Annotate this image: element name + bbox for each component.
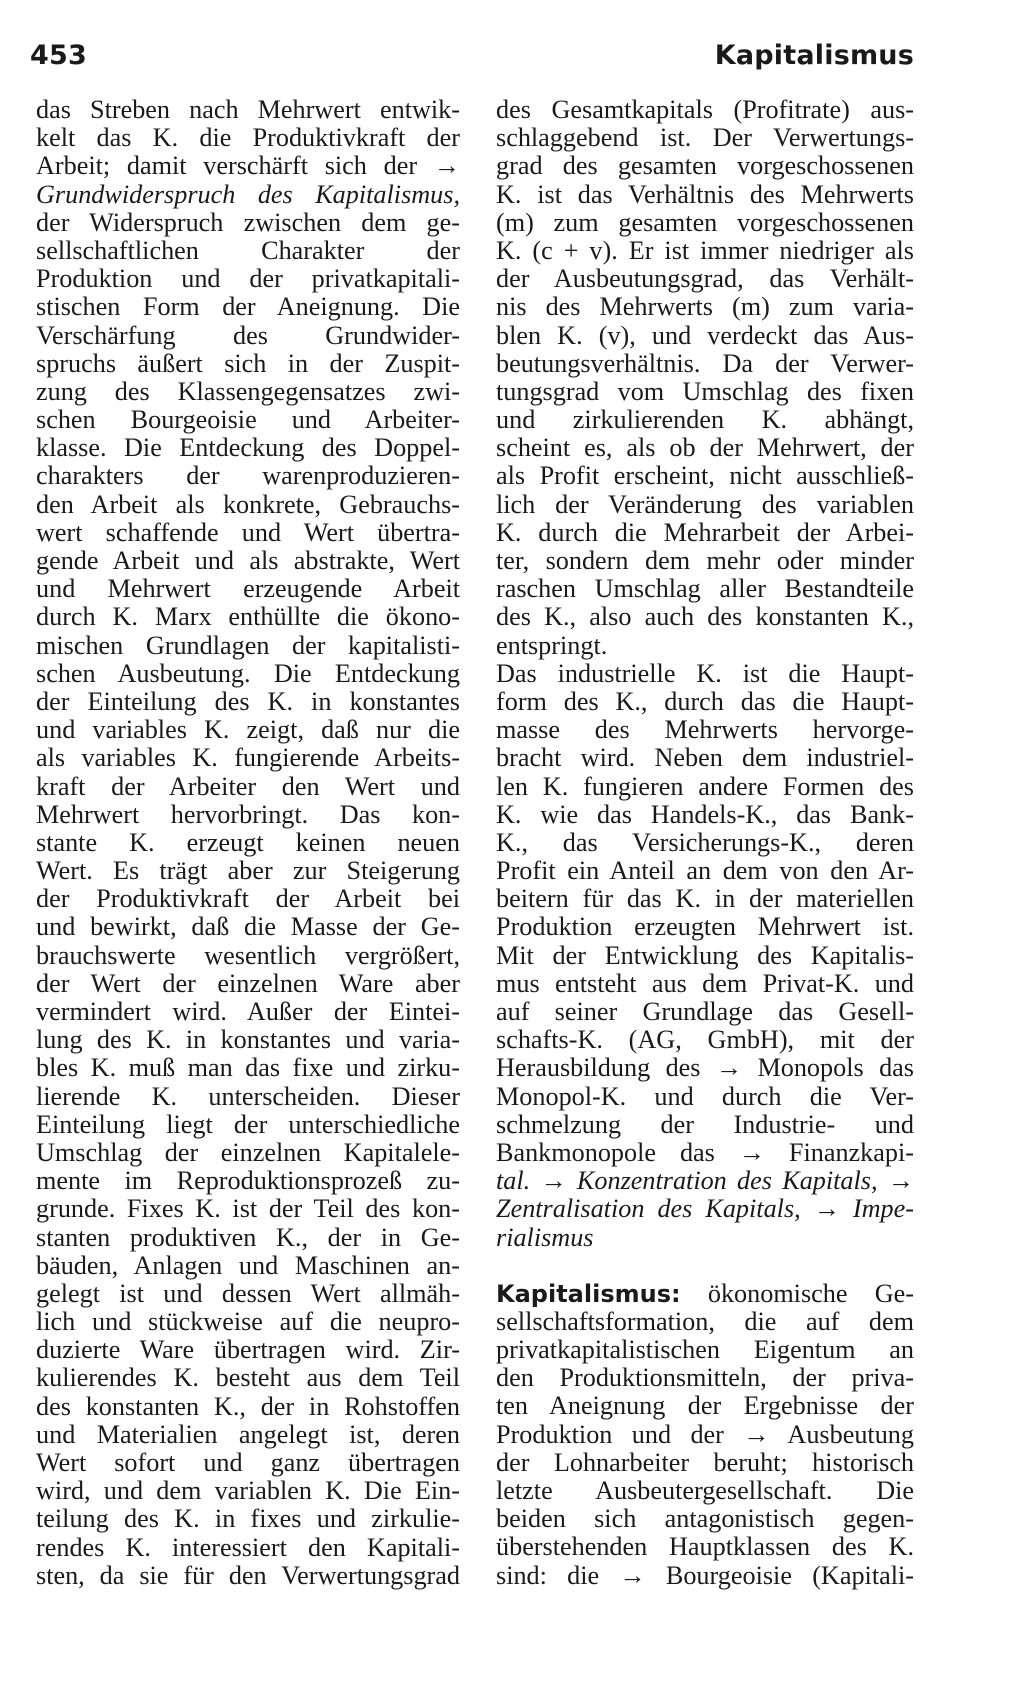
text-line: das Streben nach Mehrwert entwik- [36, 95, 460, 124]
text-line: duzierte Ware übertragen wird. Zir- [36, 1335, 460, 1365]
text-line: tal. → Konzentration des Kapitals, → [496, 1166, 914, 1196]
entry-text: ökonomische Ge- [680, 1278, 914, 1308]
text-line: durch K. Marx enthüllte die ökono- [36, 602, 460, 632]
text-line: als variables K. fungierende Arbeits- [36, 743, 460, 773]
text-line: schafts-K. (AG, GmbH), mit der [496, 1025, 914, 1055]
text-line: und variables K. zeigt, daß nur die [36, 715, 460, 745]
text-line: K., das Versicherungs-K., deren [496, 827, 914, 857]
text-line: Herausbildung des → Monopols das [496, 1053, 914, 1083]
text-line: sind: die → Bourgeoisie (Kapitali- [496, 1560, 914, 1590]
text-line: len K. fungieren andere Formen des [496, 771, 914, 801]
text-line: mischen Grundlagen der kapitalisti- [36, 630, 460, 660]
text-line: als Profit erscheint, nicht ausschließ- [496, 461, 914, 491]
text-line: vermindert wird. Außer der Eintei- [36, 997, 460, 1026]
text-line: kulierendes K. besteht aus dem Teil [36, 1363, 460, 1393]
text-line: den Arbeit als konkrete, Gebrauchs- [36, 489, 460, 519]
text-line: kraft der Arbeiter den Wert und [36, 771, 460, 801]
text-line: beutungsverhältnis. Da der Verwer- [496, 348, 914, 378]
text-line: kelt das K. die Produktivkraft der [36, 123, 460, 153]
text-line: der Lohnarbeiter beruht; historisch [496, 1447, 914, 1477]
text-line: ten Aneignung der Ergebnisse der [496, 1391, 914, 1421]
text-line: gende Arbeit und als abstrakte, Wert [36, 546, 460, 575]
text-line: und Mehrwert erzeugende Arbeit [36, 574, 460, 604]
text-line: des Gesamtkapitals (Profitrate) aus- [496, 95, 914, 124]
text-line: grad des gesamten vorgeschossenen [496, 151, 914, 181]
text-line: der Produktivkraft der Arbeit bei [36, 884, 460, 914]
text-line: schlaggebend ist. Der Verwertungs- [496, 123, 914, 153]
text-line: K. ist das Verhältnis des Mehrwerts [496, 179, 914, 209]
text-line: nis des Mehrwerts (m) zum varia- [496, 292, 914, 322]
text-line: gelegt ist und dessen Wert allmäh- [36, 1278, 460, 1308]
text-line: spruchs äußert sich in der Zuspit- [36, 348, 460, 378]
text-line: des K., also auch des konstanten K., [496, 602, 914, 632]
text-line: wert schaffende und Wert übertra- [36, 517, 460, 547]
text-line: entspringt. [496, 630, 608, 660]
text-line: sellschaftsformation, die auf dem [496, 1306, 914, 1336]
text-line: K. durch die Mehrarbeit der Arbei- [496, 517, 914, 547]
text-line: und bewirkt, daß die Masse der Ge- [36, 912, 460, 942]
text-line: mus entsteht aus dem Privat-K. und [496, 968, 914, 998]
text-line: Produktion und der → Ausbeutung [496, 1419, 914, 1449]
text-line: Wert sofort und ganz übertragen [36, 1448, 460, 1477]
text-line: tungsgrad vom Umschlag des fixen [496, 376, 914, 406]
text-line: Umschlag der einzelnen Kapitalele- [36, 1137, 460, 1167]
text-line: Zentralisation des Kapitals, → Impe- [496, 1194, 914, 1224]
entry-headword: Kapitalismus: [496, 1279, 681, 1308]
running-head: Kapitalismus [714, 40, 914, 71]
text-line: grunde. Fixes K. ist der Teil des kon- [36, 1194, 460, 1224]
text-line: klasse. Die Entdeckung des Doppel- [36, 433, 460, 463]
text-line: Arbeit; damit verschärft sich der → [36, 151, 460, 181]
text-line: Mit der Entwicklung des Kapitalis- [496, 940, 914, 970]
text-line: den Produktionsmitteln, der priva- [496, 1363, 914, 1393]
text-line: lich und stückweise auf die neupro- [36, 1307, 460, 1337]
text-line: sellschaftlichen Charakter der [36, 235, 460, 265]
text-line: stante K. erzeugt keinen neuen [36, 827, 460, 857]
text-line: Produktion und der privatkapitali- [36, 264, 460, 294]
text-line: letzte Ausbeutergesellschaft. Die [496, 1476, 914, 1505]
text-line: Profit ein Anteil an dem von den Ar- [496, 856, 914, 886]
text-line: K. wie das Handels-K., das Bank- [496, 799, 914, 829]
text-line: bracht wird. Neben dem industriel- [496, 743, 914, 773]
text-line: schen Ausbeutung. Die Entdeckung [36, 658, 460, 688]
text-line: auf seiner Grundlage das Gesell- [496, 997, 914, 1026]
text-line: der Ausbeutungsgrad, das Verhält- [496, 264, 914, 294]
text-line: Monopol-K. und durch die Ver- [496, 1081, 914, 1111]
text-line: sten, da sie für den Verwertungsgrad [36, 1560, 460, 1590]
text-line: lung des K. in konstantes und varia- [36, 1025, 460, 1055]
text-line: brauchswerte wesentlich vergrößert, [36, 940, 460, 970]
text-line: raschen Umschlag aller Bestandteile [496, 574, 914, 604]
text-line: stischen Form der Aneignung. Die [36, 292, 460, 322]
text-line: beiden sich antagonistisch gegen- [496, 1504, 914, 1534]
text-line: Einteilung liegt der unterschiedliche [36, 1109, 460, 1139]
text-line: bles K. muß man das fixe und zirku- [36, 1053, 460, 1083]
text-line: und Materialien angelegt ist, deren [36, 1419, 460, 1449]
text-line: masse des Mehrwerts hervorge- [496, 715, 914, 745]
text-line: privatkapitalistischen Eigentum an [496, 1335, 914, 1365]
text-line: charakters der warenproduzieren- [36, 461, 460, 491]
text-line: der Einteilung des K. in konstantes [36, 686, 460, 716]
text-line: Grundwiderspruch des Kapitalismus, [36, 179, 460, 209]
text-line: teilung des K. in fixes und zirkulie- [36, 1504, 460, 1534]
text-line: K. (c + v). Er ist immer niedriger als [496, 235, 914, 265]
text-line: schen Bourgeoisie und Arbeiter- [36, 405, 460, 435]
text-line: des konstanten K., der in Rohstoffen [36, 1391, 460, 1421]
text-line: zung des Klassengegensatzes zwi- [36, 376, 460, 406]
left-column [36, 96, 460, 1590]
text-line: scheint es, als ob der Mehrwert, der [496, 433, 914, 463]
text-line: beitern für das K. in der materiellen [496, 884, 914, 914]
text-line: form des K., durch das die Haupt- [496, 686, 914, 716]
text-line: rialismus [496, 1222, 594, 1252]
text-line: (m) zum gesamten vorgeschossenen [496, 207, 914, 237]
text-line: überstehenden Hauptklassen des K. [496, 1532, 914, 1562]
text-line: ter, sondern dem mehr oder minder [496, 546, 914, 575]
text-line: stanten produktiven K., der in Ge- [36, 1222, 460, 1252]
text-line: schmelzung der Industrie- und [496, 1109, 914, 1139]
text-line: wird, und dem variablen K. Die Ein- [36, 1476, 460, 1506]
entry-gap [496, 1252, 914, 1280]
text-line: mente im Reproduktionsprozeß zu- [36, 1166, 460, 1196]
text-line: rendes K. interessiert den Kapitali- [36, 1532, 460, 1562]
text-line: lierende K. unterscheiden. Dieser [36, 1081, 460, 1111]
text-line [496, 1280, 914, 1308]
text-line: bäuden, Anlagen und Maschinen an- [36, 1250, 460, 1280]
text-line: Das industrielle K. ist die Haupt- [496, 658, 914, 688]
text-line: Wert. Es trägt aber zur Steigerung [36, 856, 460, 886]
text-line: und zirkulierenden K. abhängt, [496, 405, 914, 435]
text-line: der Widerspruch zwischen dem ge- [36, 207, 460, 237]
page-number: 453 [30, 40, 87, 71]
text-line: lich der Veränderung des variablen [496, 489, 914, 519]
text-line: der Wert der einzelnen Ware aber [36, 968, 460, 998]
text-line: Verschärfung des Grundwider- [36, 320, 460, 350]
right-column [496, 96, 914, 1590]
text-line: Produktion erzeugten Mehrwert ist. [496, 912, 914, 942]
text-line: Bankmonopole das → Finanzkapi- [496, 1137, 914, 1167]
text-line: Mehrwert hervorbringt. Das kon- [36, 799, 460, 829]
text-line: blen K. (v), und verdeckt das Aus- [496, 320, 914, 350]
